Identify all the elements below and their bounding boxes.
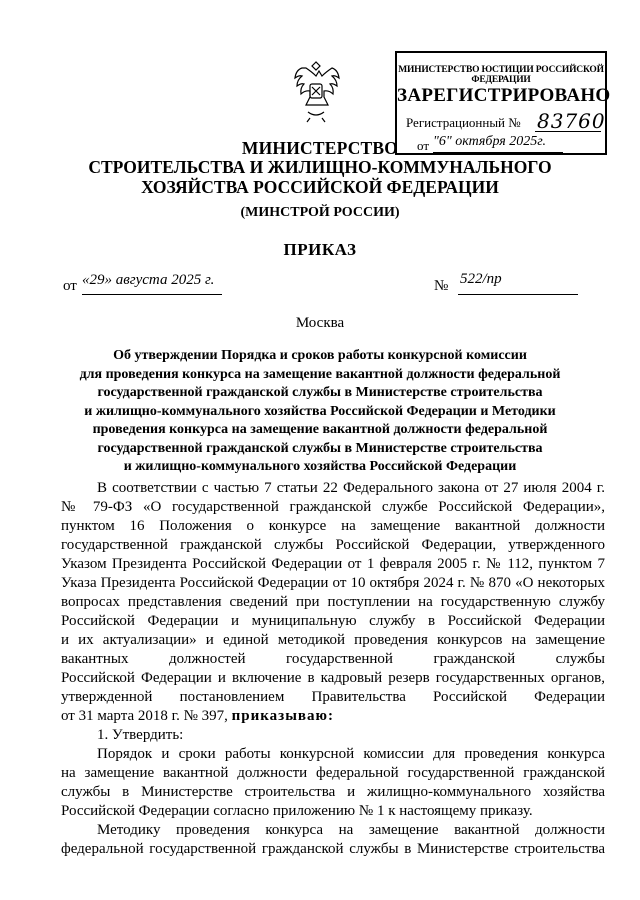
title-line: государственной гражданской службы в Министерстве строительства (97, 385, 543, 400)
stamp-registered-label: ЗАРЕГИСТРИРОВАНО (397, 85, 611, 106)
order-title (40, 347, 600, 477)
body-line: пунктом 16 Положения о конкурсе на замещение вакантной должности (61, 518, 605, 534)
body-line: Российской Федерации и муниципальную службу в Российской Федерации (61, 613, 605, 629)
body-line: № 79-ФЗ «О государственной гражданской службе Российской Федерации», (61, 499, 605, 515)
order-date-underline (82, 294, 222, 295)
title-line: Об утверждении Порядка и сроков работы конкурсной комиссии (113, 348, 527, 363)
body-line: Методику проведения конкурса на замещение вакантной должности (97, 822, 605, 838)
body-line: Российской Федерации согласно приложению № 1 к настоящему приказу. (61, 803, 533, 819)
body-line: 1. Утвердить: (97, 727, 184, 743)
body-line: Указа Президента Российской Федерации от 10 октября 2024 г. № 870 «О некоторых (61, 575, 605, 591)
body-line: на замещение вакантной должности федеральной государственной гражданской (61, 765, 605, 781)
order-number-underline (458, 294, 578, 295)
body-line: вопросах представления сведений при поступлении на государственную службу (61, 594, 605, 610)
stamp-reg-number: 83760 (537, 109, 606, 133)
body-line: государственной гражданской службы Российской Федерации, утвержденного (61, 537, 605, 553)
title-line: проведения конкурса на замещение вакантной должности федеральной (92, 422, 548, 437)
body-line: Указом Президента Российской Федерации от 1 февраля 2005 г. № 112, пунктом 7 (61, 556, 605, 572)
order-number: 522/пр (460, 271, 502, 287)
stamp-number-underline (535, 131, 601, 132)
title-line: для проведения конкурса на замещение вакантной должности федеральной (79, 366, 561, 382)
order-verb: приказываю: (231, 708, 334, 724)
body-line: В соответствии с частью 7 статьи 22 Федерального закона от 27 июля 2004 г. (97, 480, 605, 496)
document-type: ПРИКАЗ (283, 240, 357, 259)
ministry-heading-line3: ХОЗЯЙСТВА РОССИЙСКОЙ ФЕДЕРАЦИИ (141, 177, 499, 197)
body-line: и их актуализации» и единой методикой проведения конкурсов на замещение (61, 632, 605, 648)
body-line (61, 707, 605, 726)
title-line: государственной гражданской службы в Министерстве строительства (97, 440, 543, 456)
stamp-date-value: "6" октября 2025г. (433, 134, 547, 149)
ministry-heading: МИНИСТЕРСТВО (241, 138, 399, 158)
title-line: и жилищно-коммунального хозяйства Российской Федерации и Методики (84, 403, 556, 419)
stamp-date-label: от (417, 138, 430, 153)
order-number-label: № (434, 278, 449, 294)
stamp-reg-number-label: Регистрационный № (406, 115, 521, 130)
order-date-prefix: от (63, 278, 77, 294)
body-line: вакантных должностей государственной гражданской службы (61, 651, 605, 667)
ministry-heading-line2: СТРОИТЕЛЬСТВА И ЖИЛИЩНО-КОММУНАЛЬНОГО (88, 157, 552, 177)
title-line: и жилищно-коммунального хозяйства Российской Федерации (123, 459, 517, 474)
body-line: Порядок и сроки работы конкурсной комиссии для проведения конкурса (97, 746, 605, 762)
body-line: Российской Федерации и включение в кадровый резерв государственных органов, (61, 670, 605, 686)
body-line: федеральной государственной гражданской службы в Министерстве строительства (61, 841, 605, 857)
coat-of-arms-emblem (288, 58, 344, 124)
stamp-ministry-name: МИНИСТЕРСТВО ЮСТИЦИИ РОССИЙСКОЙ ФЕДЕРАЦИИ (398, 65, 604, 85)
ministry-short-name: (МИНСТРОЙ РОССИИ) (240, 205, 400, 220)
order-city: Москва (295, 315, 345, 331)
body-line-text: от 31 марта 2018 г. № 397, (61, 708, 228, 724)
body-line: службы в Министерстве строительства и жилищно-коммунального хозяйства (61, 784, 605, 800)
order-body (61, 479, 605, 859)
body-line: утвержденной постановлением Правительства Российской Федерации (61, 689, 605, 705)
order-date: «29» августа 2025 г. (82, 272, 215, 288)
